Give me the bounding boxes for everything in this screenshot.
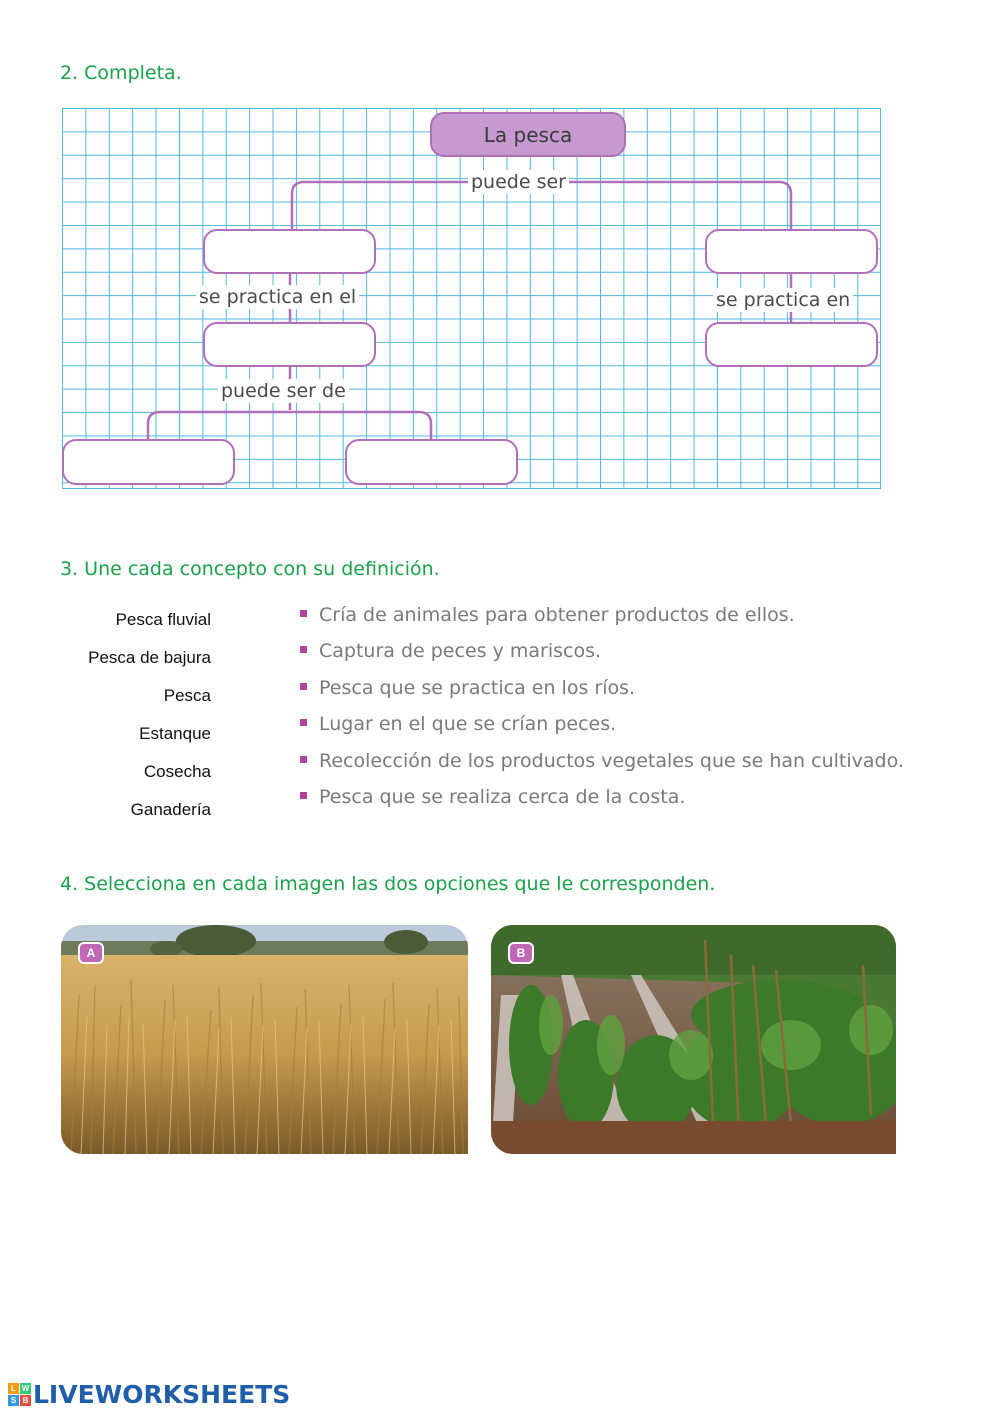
connector-se-practica-en-el: se practica en el <box>196 285 359 309</box>
definition-item[interactable] <box>300 603 904 639</box>
concept-item[interactable]: Ganadería <box>130 800 211 819</box>
wheat-field-icon <box>61 925 468 1154</box>
blank-box-bottom-right[interactable] <box>345 439 518 485</box>
section-2-heading: 2. Completa. <box>60 62 182 84</box>
image-b-vegetable-rows[interactable] <box>491 925 896 1154</box>
definition-text: Pesca que se practica en los ríos. <box>319 676 636 699</box>
definition-item[interactable] <box>300 749 904 785</box>
image-a-wheat-field[interactable] <box>61 925 468 1154</box>
definition-item[interactable] <box>300 712 904 748</box>
concept-map <box>62 108 881 489</box>
bullet-icon <box>300 683 307 690</box>
connector-se-practica-en: se practica en <box>713 288 853 312</box>
definition-list <box>300 603 904 821</box>
bullet-icon <box>300 646 307 653</box>
bullet-icon <box>300 792 307 799</box>
definition-item[interactable] <box>300 785 904 821</box>
definition-text: Pesca que se realiza cerca de la costa. <box>319 785 686 808</box>
concept-item[interactable]: Cosecha <box>143 762 211 781</box>
image-b-badge: B <box>508 942 534 964</box>
concept-item[interactable]: Estanque <box>139 724 211 743</box>
definition-text: Cría de animales para obtener productos de ellos. <box>319 604 795 626</box>
vegetable-rows-icon <box>491 925 896 1154</box>
definition-text: Lugar en el que se crían peces. <box>319 713 617 736</box>
section-3-heading: 3. Une cada concepto con su definición. <box>60 558 440 580</box>
blank-box-left-type[interactable] <box>203 229 376 274</box>
image-a-badge: A <box>78 942 104 964</box>
concept-item[interactable]: Pesca <box>163 686 211 705</box>
blank-box-bottom-left[interactable] <box>62 439 235 485</box>
logo-grid-icon <box>8 1383 31 1406</box>
bullet-icon <box>300 756 307 763</box>
connector-puede-ser: puede ser <box>468 170 569 194</box>
bullet-icon <box>300 610 307 617</box>
logo-letter: B <box>20 1395 31 1406</box>
section-4-heading: 4. Selecciona en cada imagen las dos opciones que le corresponden. <box>60 873 716 895</box>
concept-item[interactable]: Pesca fluvial <box>115 610 211 629</box>
blank-box-right-place[interactable] <box>705 322 878 367</box>
concept-item[interactable]: Pesca de bajura <box>88 648 211 667</box>
definition-text: Captura de peces y mariscos. <box>319 640 602 663</box>
connector-puede-ser-de: puede ser de <box>218 379 349 403</box>
logo-letter: S <box>8 1395 19 1406</box>
concept-list <box>40 608 211 836</box>
logo-letter: L <box>8 1383 19 1394</box>
definition-item[interactable] <box>300 676 904 712</box>
definition-text: Recolección de los productos vegetales que se han cultivado. <box>319 749 904 772</box>
logo-letter: W <box>21 1384 30 1393</box>
bullet-icon <box>300 719 307 726</box>
definition-item[interactable] <box>300 639 904 675</box>
liveworksheets-logo[interactable] <box>8 1380 290 1409</box>
root-concept-box: La pesca <box>430 112 626 157</box>
blank-box-right-type[interactable] <box>705 229 878 274</box>
brand-name: LIVEWORKSHEETS <box>33 1380 291 1409</box>
blank-box-left-place[interactable] <box>203 322 376 367</box>
